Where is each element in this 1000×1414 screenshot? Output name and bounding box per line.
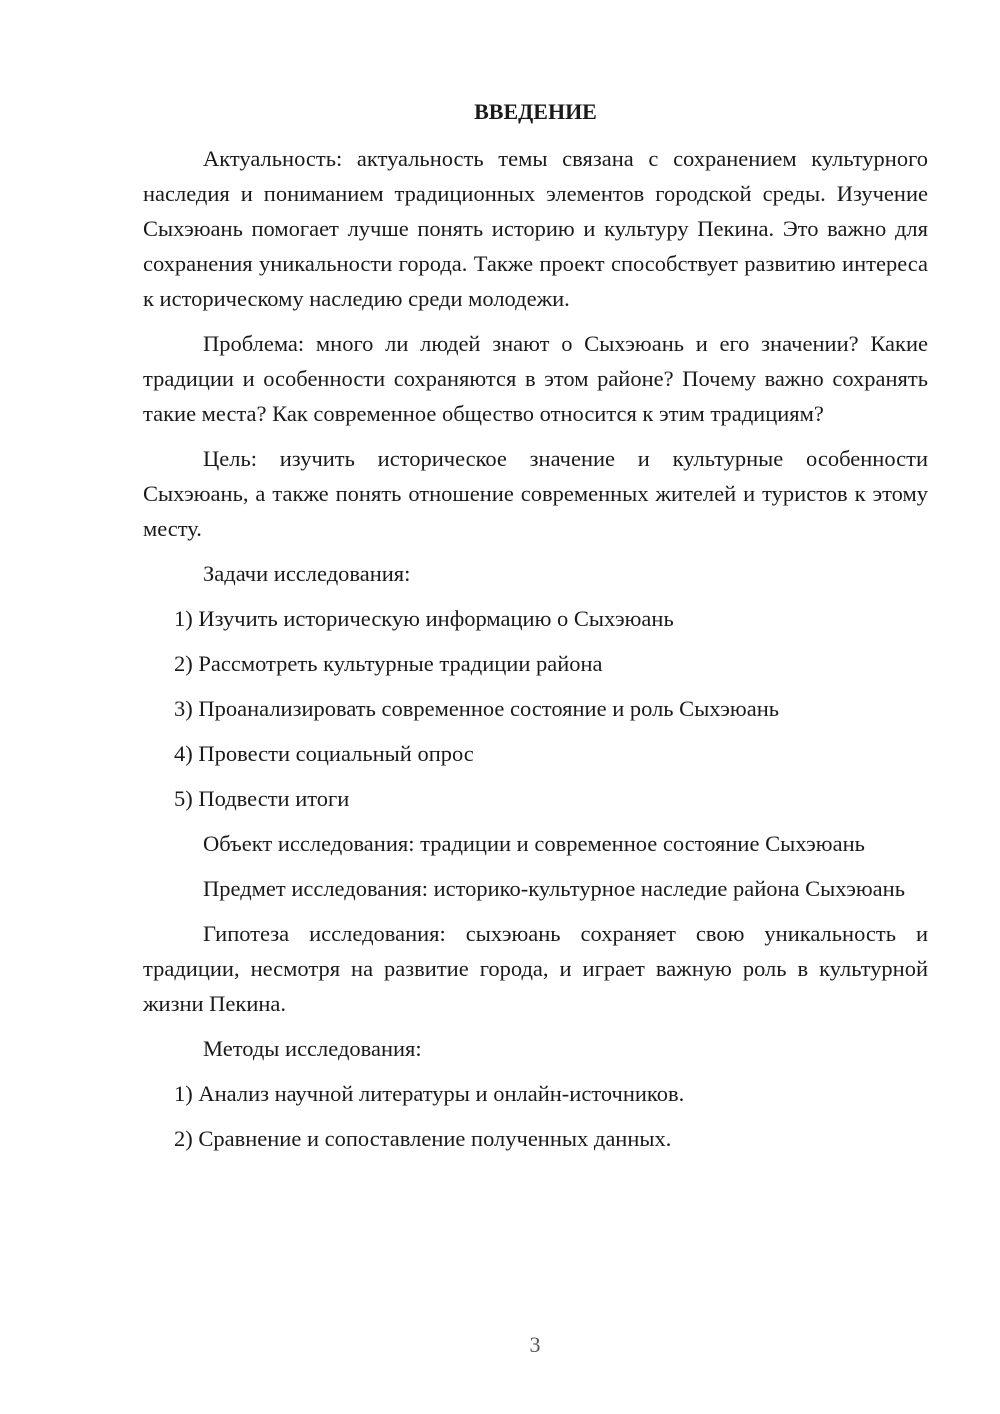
page-title: ВВЕДЕНИЕ: [474, 99, 597, 124]
method-item: 2) Сравнение и сопоставление полученных данных.: [174, 1126, 672, 1151]
methods-label: Методы исследования:: [203, 1036, 422, 1061]
task-item: 5) Подвести итоги: [174, 786, 350, 811]
tasks-label: Задачи исследования:: [203, 561, 411, 586]
method-item: 1) Анализ научной литературы и онлайн-источников.: [174, 1081, 685, 1106]
task-item: 2) Рассмотреть культурные традиции района: [174, 651, 603, 676]
subject-paragraph: Предмет исследования: историко-культурное наследие района Сыхэюань: [203, 876, 905, 901]
page-number: 3: [529, 1332, 541, 1357]
task-item: 4) Провести социальный опрос: [174, 741, 474, 766]
document-page: [143, 94, 928, 1166]
object-paragraph: Объект исследования: традиции и современное состояние Сыхэюань: [203, 831, 865, 856]
hypothesis-paragraph: Гипотеза исследования: сыхэюань сохраняет свою уникальность и традиции, несмотря на развитие города, и играет важную роль в культурной жизни Пекина.: [143, 921, 928, 1016]
task-item: 3) Проанализировать современное состояние и роль Сыхэюань: [174, 696, 780, 721]
task-item: 1) Изучить историческую информацию о Сыхэюань: [174, 606, 674, 631]
problem-paragraph: Проблема: много ли людей знают о Сыхэюань и его значении? Какие традиции и особенности сохраняются в этом районе? Почему важно сохранять такие места? Как современное общество относится к этим традициям?: [143, 331, 928, 426]
relevance-paragraph: Актуальность: актуальность темы связана с сохранением культурного наследия и пониманием традиционных элементов городской среды. Изучение Сыхэюань помогает лучше понять историю и культуру Пекина. Это важно для сохранения уникальности города. Также проект способствует развитию интереса к историческому наследию среди молодежи.: [143, 146, 928, 311]
goal-paragraph: Цель: изучить историческое значение и культурные особенности Сыхэюань, а также понять отношение современных жителей и туристов к этому месту.: [143, 446, 928, 541]
